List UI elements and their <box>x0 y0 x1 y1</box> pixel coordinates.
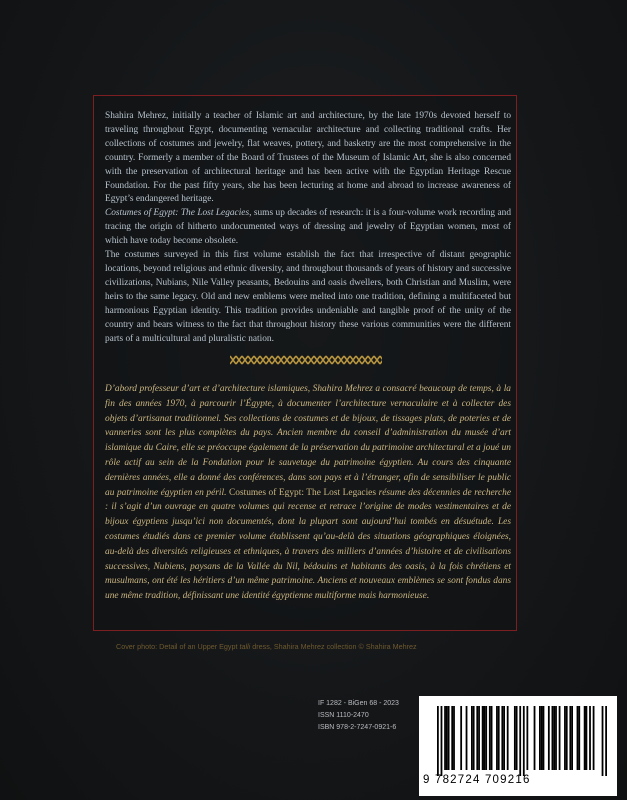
english-paragraph-book <box>105 207 511 249</box>
barcode-bar <box>559 706 561 770</box>
barcode-bar <box>485 706 487 770</box>
barcode-bar <box>577 706 579 770</box>
barcode-bar <box>476 706 478 770</box>
barcode-guard-bar <box>602 706 604 776</box>
barcode-bar <box>484 706 486 770</box>
barcode-bar <box>569 706 571 770</box>
barcode-bar <box>448 706 450 770</box>
barcode-bar <box>586 706 588 770</box>
barcode-bar <box>534 706 536 770</box>
barcode-bar <box>571 706 573 770</box>
barcode-bar <box>460 706 462 770</box>
barcode-bar <box>482 706 484 770</box>
barcode-bar <box>555 706 557 770</box>
caption-prefix: Cover photo: Detail of an Upper Egypt <box>116 642 240 651</box>
isbn-line: ISBN 978-2-7247-0921-6 <box>318 724 397 731</box>
barcode-bar <box>514 706 516 770</box>
barcode-bar <box>446 706 448 770</box>
barcode-bar <box>507 706 509 770</box>
french-book-title: Costumes of Egypt: The Lost Legacies <box>229 487 376 498</box>
barcode-bar <box>548 706 550 770</box>
cover-photo-caption <box>116 642 536 651</box>
french-description <box>105 382 511 604</box>
issn-line: ISSN 1110-2470 <box>318 712 369 719</box>
barcode-bar <box>496 706 498 770</box>
barcode-bar <box>593 706 595 770</box>
french-part-two: résume des décennies de recherche : il s’agit d’un ouvrage en quatre volumes qui recense et retrace l’origine de modes vestimentaires et de bijoux égyptiens jusqu’ici non documentés, dont la plupart sont aujourd’hui tombés en désuétude. Les costumes étudiés dans ce premier volume établissent qu’au-delà des situations géographiques éloignées, au-delà des diversités religieuses et ethniques, à travers des milliers d’années d’histoire et de civilisations successives, Nubiens, paysans de la Vallée du Nil, bédouins et habitants des oasis, à la fois chrétiens et musulmans, ont été les héritiers d’un même patrimoine. Anciens et nouveaux emblèmes se sont fondus dans une même tradition, définissant une identité égyptienne multiforme mais harmonieuse. <box>105 487 511 602</box>
barcode-bar <box>578 706 580 770</box>
barcode-bar <box>471 706 473 770</box>
english-book-title: Costumes of Egypt: The Lost Legacies <box>105 208 250 219</box>
english-description <box>105 110 511 346</box>
barcode-bar <box>543 706 545 770</box>
barcode-bar <box>564 706 566 770</box>
isbn-barcode <box>437 706 607 776</box>
barcode-bar <box>541 706 543 770</box>
barcode-panel <box>419 696 617 796</box>
barcode-bar <box>552 706 554 770</box>
barcode-bar <box>489 706 491 770</box>
barcode-bar <box>566 706 568 770</box>
barcode-guard-bar <box>519 706 521 776</box>
barcode-bar <box>444 706 446 770</box>
barcode-bar <box>503 706 505 770</box>
english-paragraph-costumes: The costumes surveyed in this first volume establish the fact that irrespective of distant geographic locations, beyond religious and ethnic diversity, and throughout thousands of years of history and successive civilizations, Nubians, Nile Valley peasants, Bedouins and oasis dwellers, both Christian and Muslim, were heirs to the same legacy. Old and new emblems were melted into one tradition, defining a multifaceted but harmonious Egyptian identity. This tradition provides undeniable and tangible proof of the unity of the country and bears witness to the fact that throughout history these various communities were the different parts of a multicultural and pluralistic nation. <box>105 250 511 344</box>
english-book-summary: , sums up decades of research: it is a four-volume work recording and tracing the origin of hitherto undocumented ways of dressing and jewelry of Egyptian women, most of which have today become obsolete. <box>105 208 512 247</box>
caption-suffix: dress, Shahira Mehrez collection © Shahira Mehrez <box>250 642 417 651</box>
barcode-bar <box>501 706 503 770</box>
barcode-bar <box>473 706 475 770</box>
barcode-bar <box>526 706 528 770</box>
braided-ornament-divider <box>230 355 382 365</box>
publication-identifiers <box>318 698 399 734</box>
barcode-bar <box>553 706 555 770</box>
barcode-guard-bar <box>437 706 439 776</box>
french-part-one: D’abord professeur d’art et d’architecture islamiques, Shahira Mehrez a consacré beaucoup de temps, à la fin des années 1970, à parcourir l’Égypte, à documenter l’architecture vernaculaire et à collecter des objets d’artisanat traditionnel. Ses collections de costumes et de bijoux, de tissages plats, de poteries et de vanneries sont les plus complètes du pays. Ancien membre du conseil d’administration du musée d’art islamique du Caire, elle se préoccupe également de la préservation du patrimoine architectural et a joué un rôle actif au sein de la Fondation pour le sauvetage du patrimoine égyptien. Au cours des cinquante dernières années, elle a donné des conférences, dans son pays et à l’étranger, afin de sensibiliser le public au patrimoine égyptien en péril. <box>105 384 511 498</box>
barcode-bar <box>539 706 541 770</box>
barcode-bar <box>516 706 518 770</box>
barcode-guard-bar <box>605 706 607 776</box>
barcode-bar <box>589 706 591 770</box>
caption-term: talli <box>239 642 251 651</box>
barcode-bar <box>466 706 468 770</box>
barcode-guard-bar <box>441 706 443 776</box>
barcode-digits: 9 782724 709216 <box>423 774 531 786</box>
barcode-bar <box>453 706 455 770</box>
english-paragraph-bio: Shahira Mehrez, initially a teacher of Islamic art and architecture, by the late 1970s devoted herself to traveling throughout Egypt, documenting vernacular architecture and collecting traditional crafts. Her collections of costumes and jewelry, flat weaves, pottery, and basketry are the most comprehensive in the country. Formerly a member of the Board of Trustees of the Museum of Islamic Art, she is also concerned with the preservation of architectural heritage and has been active with the Egyptian Heritage Rescue Foundation. For the past fifty years, she has been lecturing at home and abroad to increase awareness of Egypt’s endangered heritage. <box>105 111 511 205</box>
if-bigen-line: IF 1282 - BiGen 68 - 2023 <box>318 700 399 707</box>
barcode-bar <box>491 706 493 770</box>
barcode-bar <box>451 706 453 770</box>
barcode-guard-bar <box>523 706 525 776</box>
barcode-bar <box>498 706 500 770</box>
barcode-bar <box>478 706 480 770</box>
barcode-bar <box>584 706 586 770</box>
